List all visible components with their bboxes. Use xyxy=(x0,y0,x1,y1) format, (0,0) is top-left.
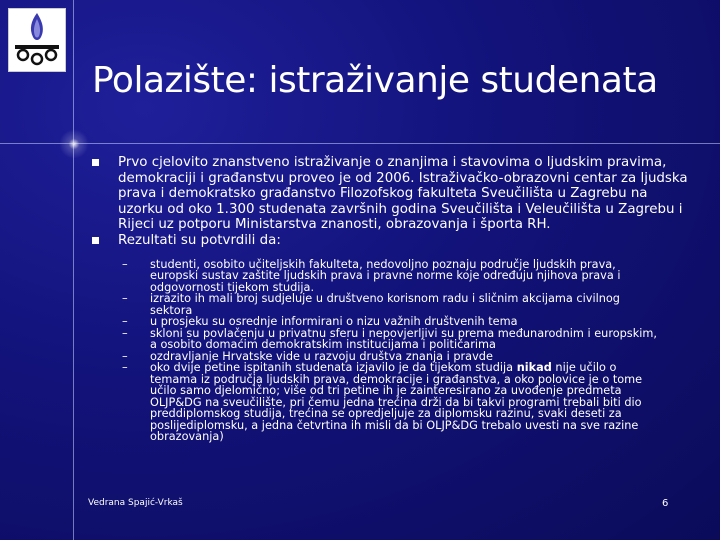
sub-bullet-text-start: oko dvije petine ispitanih studenata izjavilo je da tijekom studija xyxy=(150,361,517,375)
sub-bullet-text: izrazito ih mali broj sudjeluje u društveno korisnom radu i sličnim akcijama civilnog sektora xyxy=(150,292,620,317)
sub-bullet-item xyxy=(122,328,662,351)
bullet-item xyxy=(92,155,692,233)
sub-bullet-text: u prosjeku su osrednje informirani o nizu važnih društvenih tema xyxy=(150,315,518,329)
bullet-text: Rezultati su potvrdili da: xyxy=(118,232,281,248)
dash-marker: – xyxy=(122,349,128,363)
square-bullet-icon xyxy=(92,237,99,244)
dash-marker: – xyxy=(122,326,128,340)
sub-bullet-text: ozdravljanje Hrvatske vide u razvoju društva znanja i pravde xyxy=(150,349,493,363)
bullet-list xyxy=(92,155,692,443)
sub-bullet-item xyxy=(122,293,662,316)
bullet-item xyxy=(92,233,692,249)
university-logo-icon xyxy=(8,8,66,72)
sub-bullet-item xyxy=(122,362,662,443)
sub-bullet-text: skloni su povlačenju u privatnu sferu i nepovjerljivi su prema međunarodnim i europskim, a osobito domaćim demokratskim institucijama i političarima xyxy=(150,326,657,352)
page-number: 6 xyxy=(662,498,669,509)
cross-glow xyxy=(55,125,93,163)
dash-marker: – xyxy=(122,257,128,271)
sub-bullet-item xyxy=(122,259,662,294)
sub-bullet-list xyxy=(122,259,662,443)
sub-bullet-text: studenti, osobito učiteljskih fakulteta, nedovoljno poznaju područje ljudskih prava, europski sustav zaštite ljudskih prava i pravne norme koje određuju njihova prava i odgovornosti tijekom studija. xyxy=(150,257,621,294)
slide-title: Polazište: istraživanje studenata xyxy=(92,60,658,101)
emphasis-text: nikad xyxy=(516,361,552,375)
dash-marker: – xyxy=(122,361,128,375)
square-bullet-icon xyxy=(92,159,99,166)
dash-marker: – xyxy=(122,292,128,306)
bullet-text: Prvo cjelovito znanstveno istraživanje o znanjima i stavovima o ljudskim pravima, demokraciji i građanstvu proveo je od 2006. Istraživačko-obrazovni centar za ljudska prava i demokratsko građanstvo Filozofskog fakulteta Sveučilišta u Zagrebu na uzorku od oko 1.300 studenata završnih godina Sveučilišta i Veleučilišta u Zagrebu i Rijeci uz potporu Ministarstva znanosti, obrazovanja i športa RH. xyxy=(118,155,688,233)
horizontal-divider xyxy=(0,143,720,144)
vertical-divider xyxy=(73,0,74,540)
sub-bullet-text-end: nije učilo o temama iz područja ljudskih prava, demokracije i građanstva, a oko polovice je o tome učilo samo djelomično; više od tri petine ih je zainteresirano za uvođenje predmeta OLJP&DG na sveučilište, pri čemu jedna trećina drži da bi takvi programi trebali biti dio preddiplomskog studija, trećina se opredjeljuje za diplomsku razinu, svaki deseti za poslijediplomsku, a jedna četvrtina ih misli da bi OLJP&DG trebalo uvesti na sve razine obrazovanja) xyxy=(150,361,643,444)
author-footer: Vedrana Spajić-Vrkaš xyxy=(88,498,183,508)
dash-marker: – xyxy=(122,315,128,329)
